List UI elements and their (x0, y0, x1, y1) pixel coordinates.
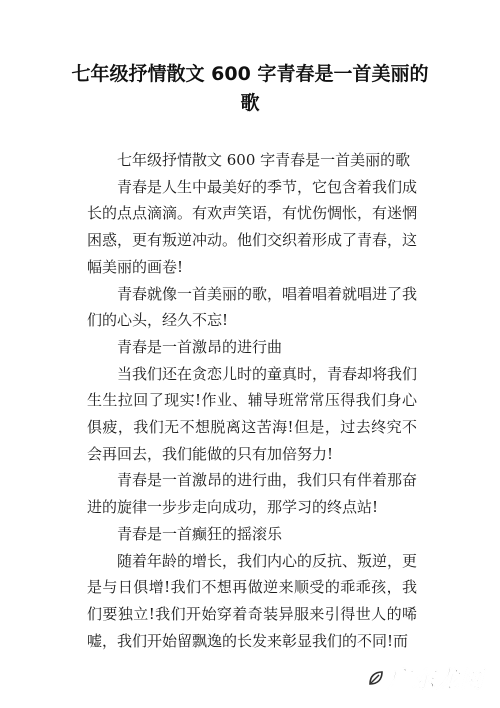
document-title: 七年级抒情散文 600 字青春是一首美丽的歌 (71, 63, 429, 114)
paragraph: 青春就像一首美丽的歌，唱着唱着就唱进了我们的心头，经久不忘! (87, 284, 418, 330)
section-heading: 青春是一首癫狂的摇滚乐 (117, 524, 283, 543)
leaf-logo-icon (367, 669, 385, 687)
paragraph: 当我们还在贪恋儿时的童真时，青春却将我们生生拉回了现实!作业、辅导班常常压得我们身心俱疲，我们无不想脱离这苦海!但是，过去终究不会再回去，我们能做的只有加倍努力! (87, 364, 418, 463)
section-heading: 青春是一首激昂的进行曲 (117, 337, 283, 356)
paragraph: 青春是一首激昂的进行曲，我们只有伴着那奋进的旋律一步步走向成功，那学习的终点站! (87, 471, 418, 517)
paragraph-subtitle: 七年级抒情散文 600 字青春是一首美丽的歌 (117, 151, 411, 169)
paragraph: 随着年龄的增长，我们内心的反抗、叛逆，更是与日俱增!我们不想再做逆来顺受的乖乖孩，我们要独立!我们开始穿着奇装异服来引得世人的唏嘘，我们开始留飘逸的长发来彰显我们的不同!而 (87, 551, 418, 650)
watermark (367, 661, 484, 694)
watermark-text: 广东龙网 (388, 667, 484, 693)
document-body (87, 147, 417, 654)
paragraph: 青春是人生中最美好的季节，它包含着我们成长的点点滴滴。有欢声笑语，有忧伤惆怅，有迷惘困惑，更有叛逆冲动。他们交织着形成了青春，这幅美丽的画卷! (87, 177, 418, 276)
